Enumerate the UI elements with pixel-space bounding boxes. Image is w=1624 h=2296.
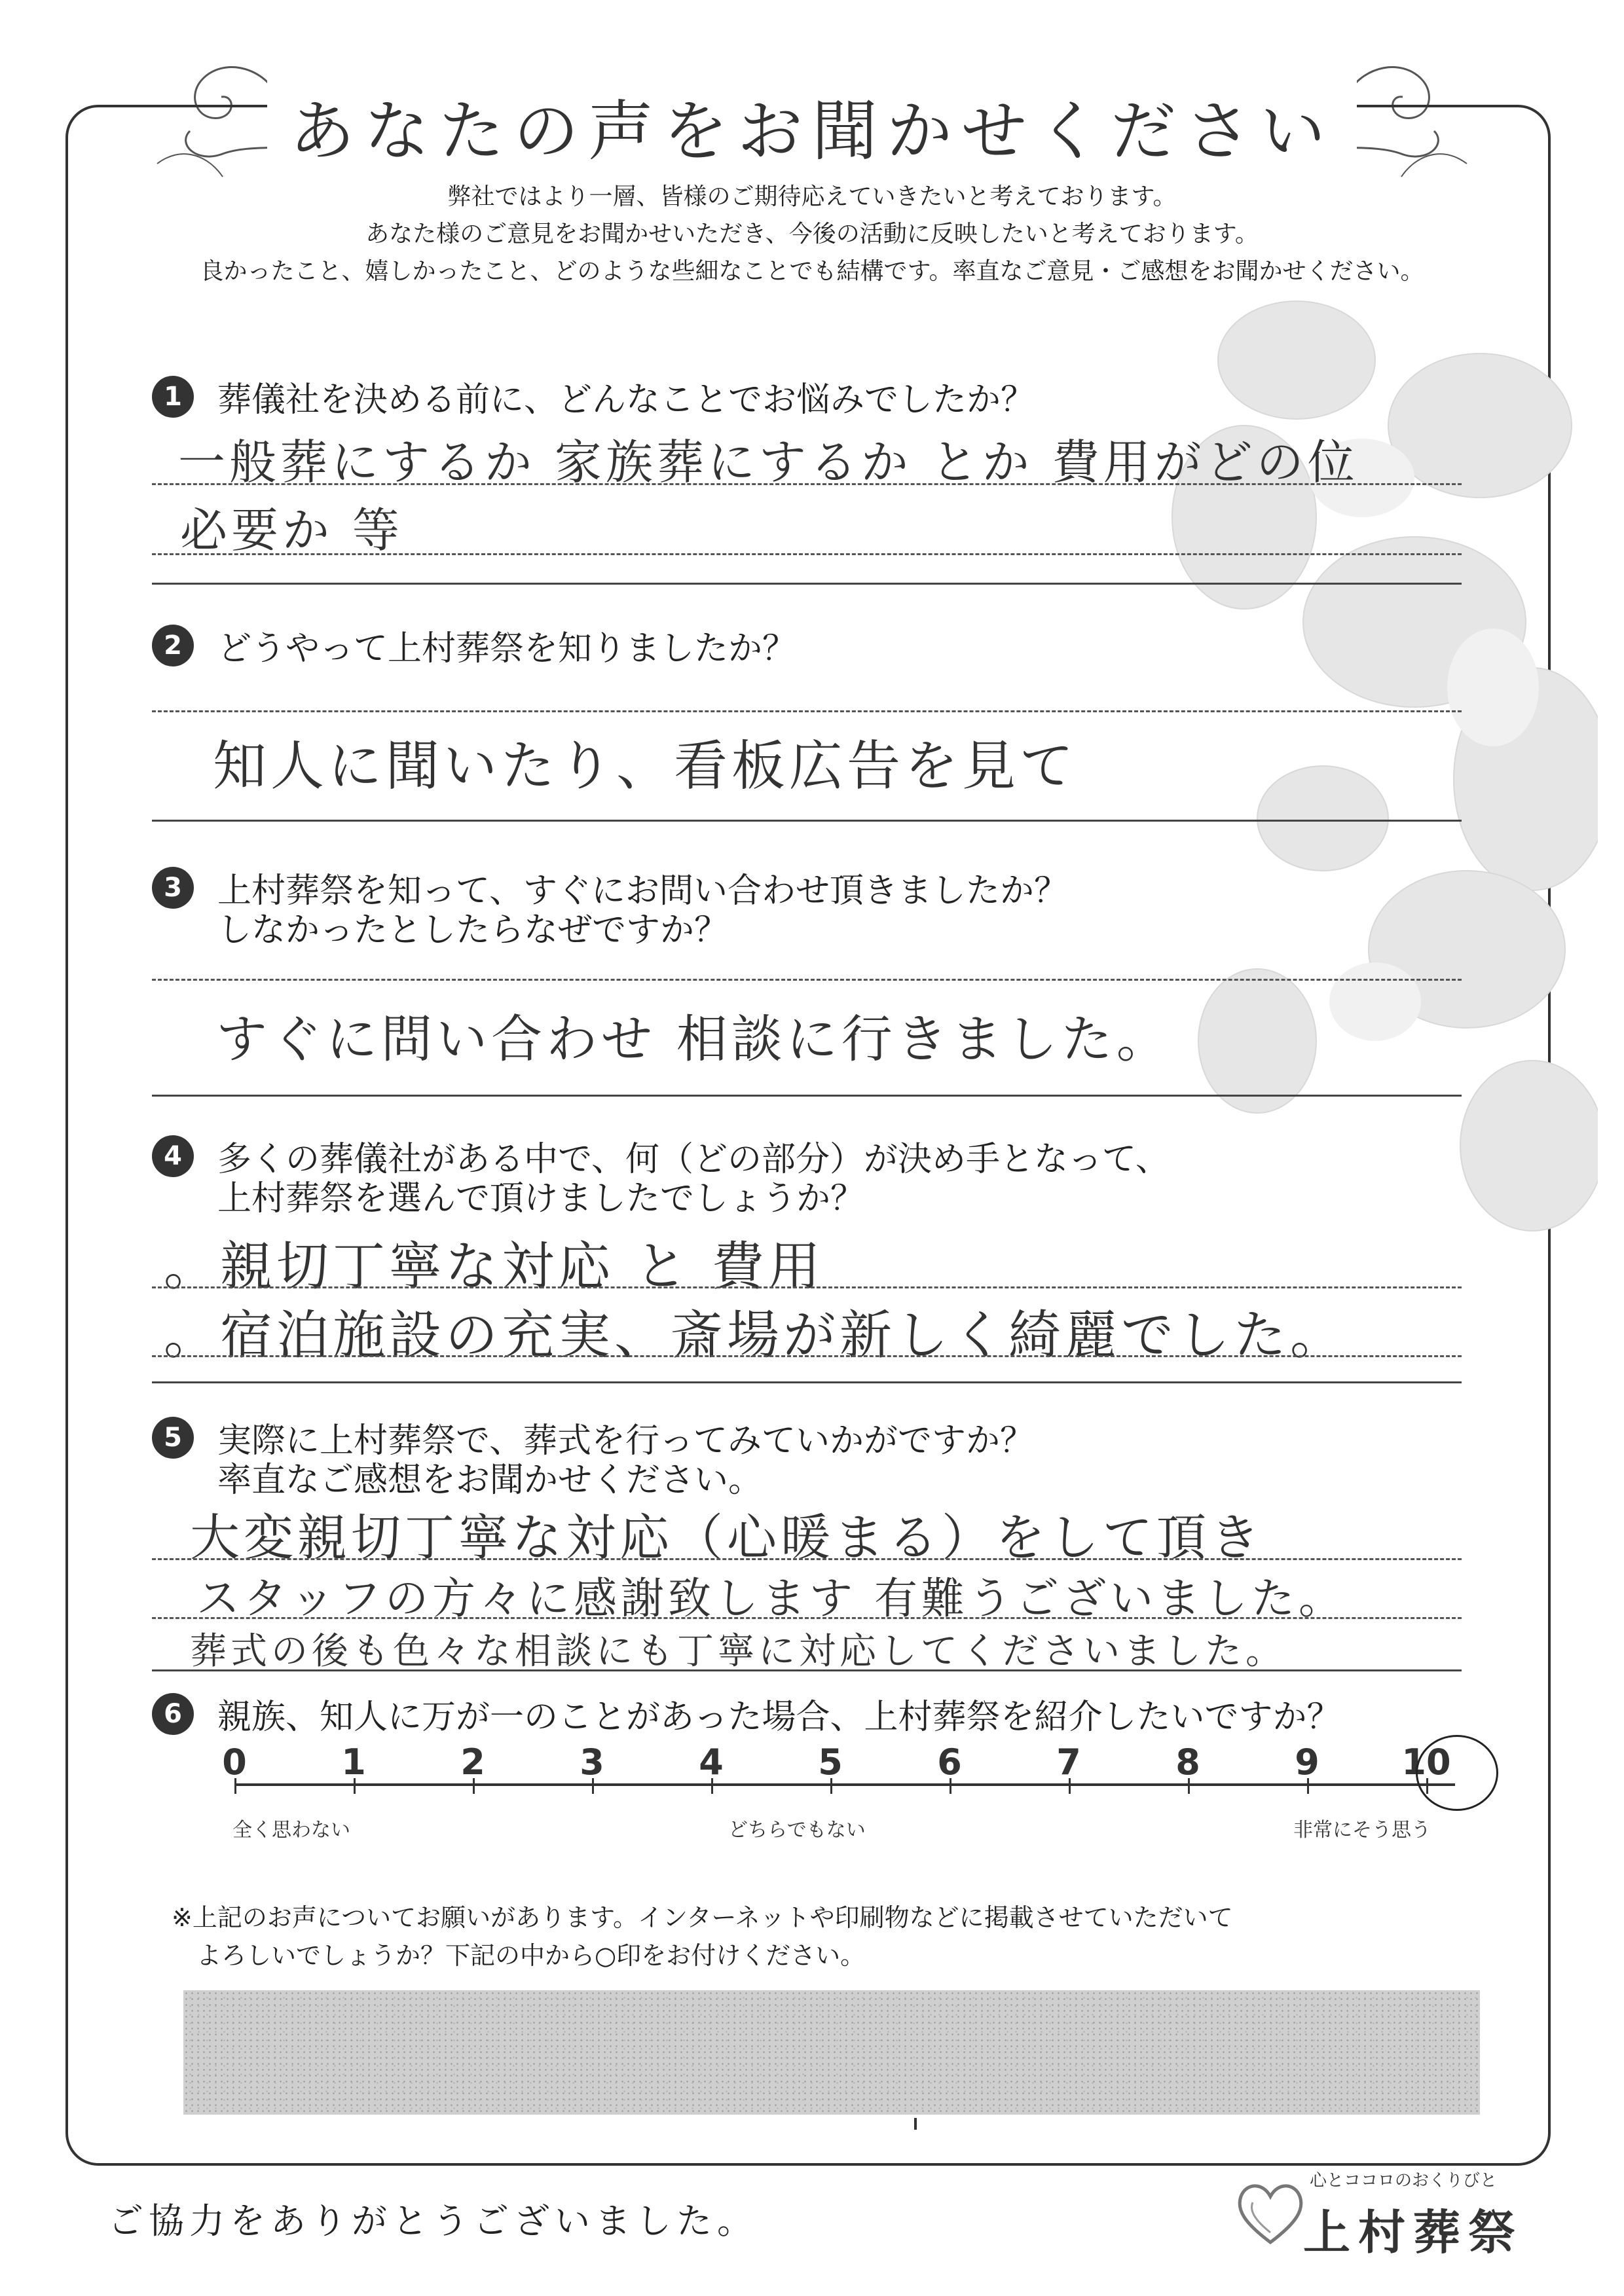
question-6: [152, 1689, 1340, 1738]
answer-5-line-2[interactable]: スタッフの方々に感謝致します 有難うございました。: [196, 1573, 1346, 1624]
question-subtext: 率直なご感想をお聞かせください。: [217, 1461, 763, 1500]
rating-option-9[interactable]: 9: [1295, 1741, 1320, 1783]
question-number-badge: 2: [152, 625, 194, 666]
note-line: ※上記のお声についてお願いがあります。インターネットや印刷物などに掲載させていただいて: [172, 1903, 1233, 1932]
logo-tagline: 心とココロのおくりびと: [1310, 2171, 1498, 2191]
selected-rating-circle: [1416, 1735, 1498, 1811]
answer-line: [152, 1558, 1462, 1560]
heart-icon: [1231, 2174, 1310, 2252]
rating-scale-line: [234, 1783, 1455, 1786]
section-divider: [152, 1095, 1462, 1097]
answer-line: [152, 710, 1462, 712]
answer-2-line-1[interactable]: 知人に聞いたり、看板広告を見て: [213, 735, 1078, 797]
rating-option-5[interactable]: 5: [818, 1741, 843, 1783]
answer-5-line-3[interactable]: 葬式の後も色々な相談にも丁寧に対応してくださいました。: [190, 1630, 1286, 1673]
rating-option-6[interactable]: 6: [937, 1741, 962, 1783]
rating-option-8[interactable]: 8: [1175, 1741, 1200, 1783]
rating-option-4[interactable]: 4: [699, 1741, 724, 1783]
intro-line: 弊社ではより一層、皆様のご期待応えていきたいと考えております。: [447, 183, 1177, 210]
publication-note: [172, 1899, 1233, 1975]
answer-1-line-1[interactable]: 一般葬にするか 家族葬にするか とか 費用がどの位: [178, 435, 1359, 490]
question-text: 多くの葬儀社がある中で、何（どの部分）が決め手となって、: [217, 1140, 1170, 1179]
company-logo: [1231, 2167, 1532, 2272]
question-text: 葬儀社を決める前に、どんなことでお悩みでしたか？: [217, 380, 1035, 420]
answer-line: [152, 483, 1462, 485]
question-number-badge: 3: [152, 867, 194, 909]
section-divider: [152, 820, 1462, 822]
scale-label-high: 非常にそう思う: [1293, 1819, 1431, 1842]
question-text: 親族、知人に万が一のことがあった場合、上村葬祭を紹介したいですか？: [217, 1698, 1341, 1737]
answer-line: [152, 1355, 1462, 1357]
answer-5-line-1[interactable]: 大変親切丁寧な対応（心暖まる）をして頂き: [190, 1508, 1264, 1567]
question-number-badge: 1: [152, 376, 194, 418]
logo-name: 上村葬祭: [1303, 2205, 1524, 2260]
scan-mark: [914, 2118, 917, 2130]
note-line: よろしいでしょうか？下記の中から○印をお付けください。: [196, 1941, 866, 1970]
intro-text: [92, 178, 1532, 290]
section-divider: [152, 583, 1462, 585]
scale-label-low: 全く思わない: [232, 1819, 350, 1842]
answer-line: [152, 1617, 1462, 1619]
section-divider: [152, 1381, 1462, 1383]
page-title: あなたの声をお聞かせください: [267, 79, 1357, 173]
answer-4-line-1[interactable]: 。親切丁寧な対応 と 費用: [164, 1236, 824, 1297]
answer-1-line-2[interactable]: 必要か 等: [180, 503, 403, 558]
question-subtext: 上村葬祭を選んで頂けましたでしょうか？: [217, 1179, 865, 1218]
answer-line: [152, 979, 1462, 981]
rating-option-1[interactable]: 1: [341, 1741, 366, 1783]
question-1: [152, 372, 1035, 421]
question-number-badge: 5: [152, 1417, 194, 1459]
rating-option-3[interactable]: 3: [580, 1741, 604, 1783]
question-subtext: しなかったとしたらなぜですか？: [217, 911, 729, 950]
question-text: 上村葬祭を知って、すぐにお問い合わせ頂きましたか？: [217, 871, 1068, 911]
question-text: どうやって上村葬祭を知りましたか？: [217, 629, 797, 668]
scale-label-mid: どちらでもない: [728, 1819, 866, 1842]
rating-option-7[interactable]: 7: [1056, 1741, 1081, 1783]
answer-line: [152, 553, 1462, 555]
question-number-badge: 6: [152, 1693, 194, 1735]
question-number-badge: 4: [152, 1135, 194, 1177]
redacted-area: [183, 1990, 1480, 2115]
question-2: [152, 621, 796, 670]
section-divider: [152, 1669, 1462, 1671]
question-text: 実際に上村葬祭で、葬式を行ってみていかがですか？: [217, 1421, 1034, 1461]
answer-3-line-1[interactable]: すぐに問い合わせ 相談に行きました。: [216, 1010, 1172, 1069]
rating-option-2[interactable]: 2: [460, 1741, 485, 1783]
title-block: [0, 79, 1624, 173]
rating-option-10[interactable]: 10: [1401, 1741, 1451, 1783]
answer-line: [152, 1286, 1462, 1288]
intro-line: 良かったこと、嬉しかったこと、どのような些細なことでも結構です。率直なご意見・ご感想をお聞かせください。: [200, 258, 1424, 285]
intro-line: あなた様のご意見をお聞かせいただき、今後の活動に反映したいと考えております。: [365, 221, 1259, 247]
thanks-message: ご協力をありがとうございました。: [108, 2200, 758, 2242]
rating-option-0[interactable]: 0: [222, 1741, 247, 1783]
answer-4-line-2[interactable]: 。宿泊施設の充実、斎場が新しく綺麗でした。: [164, 1305, 1346, 1366]
